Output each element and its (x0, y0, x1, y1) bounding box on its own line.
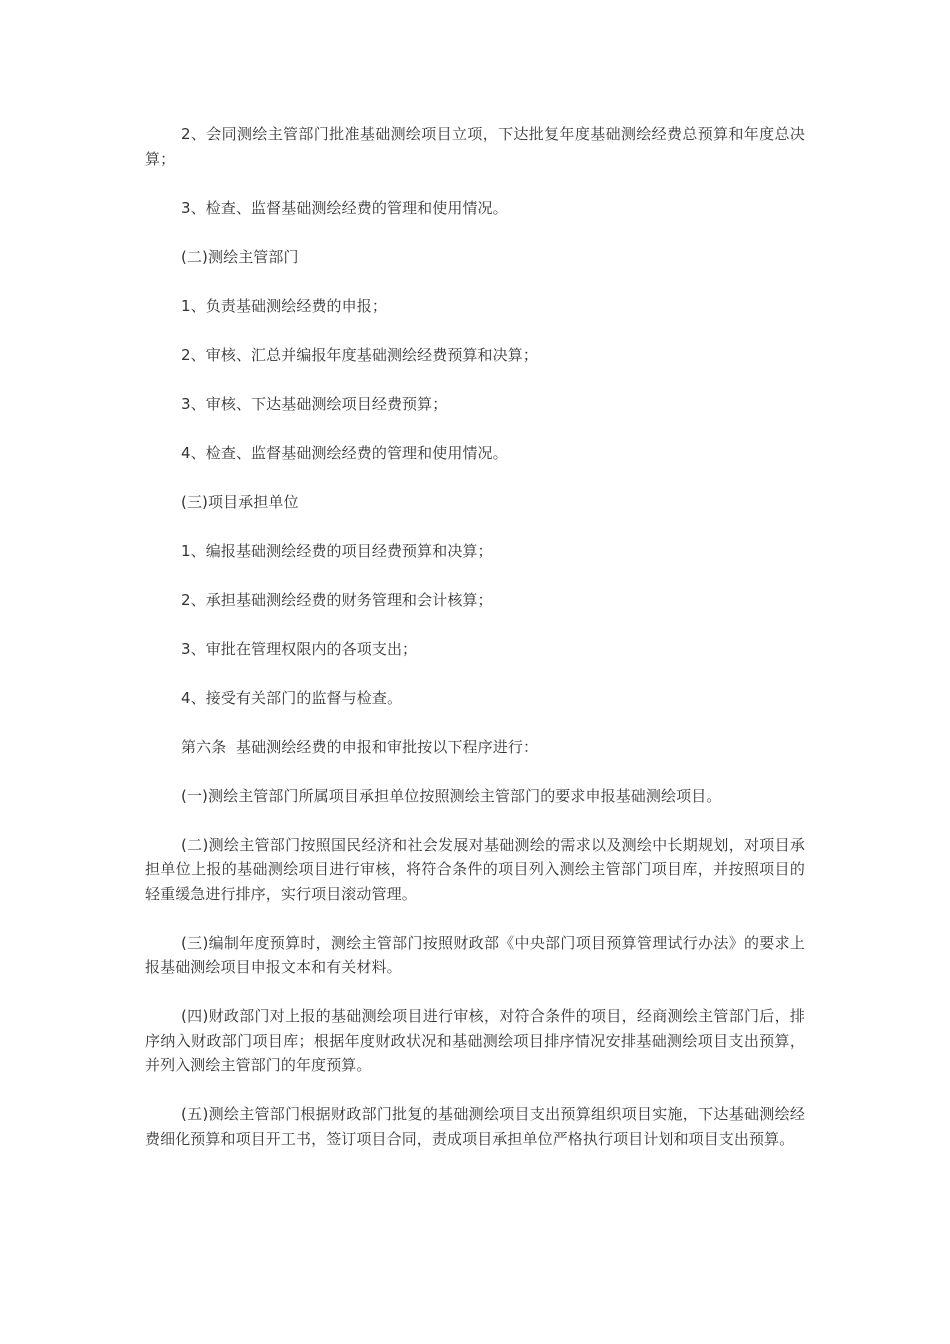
paragraph-10: 2、承担基础测绘经费的财务管理和会计核算； (181, 590, 493, 609)
paragraph-2: 3、检查、监督基础测绘经费的管理和使用情况。 (181, 198, 508, 217)
section-heading-2: (二)测绘主管部门 (181, 247, 299, 266)
paragraph-17: (四)财政部门对上报的基础测绘项目进行审核，对符合条件的项目，经商测绘主管部门后，排序纳入财政部门项目库；根据年度财政状况和基础测绘项目排序情况安排基础测绘项目支出预算，并列入测绘主管部门的年度预算。 (145, 1007, 805, 1074)
paragraph-12: 4、接受有关部门的监督与检查。 (181, 688, 403, 707)
paragraph-1: 2、会同测绘主管部门批准基础测绘项目立项，下达批复年度基础测绘经费总预算和年度总决算； (145, 125, 805, 168)
paragraph-9: 1、编报基础测绘经费的项目经费预算和决算； (181, 541, 493, 560)
paragraph-14: (一)测绘主管部门所属项目承担单位按照测绘主管部门的要求申报基础测绘项目。 (181, 786, 722, 805)
paragraph-5: 2、审核、汇总并编报年度基础测绘经费预算和决算； (181, 345, 538, 364)
section-heading-3: (三)项目承担单位 (181, 492, 299, 511)
paragraph-6: 3、审核、下达基础测绘项目经费预算； (181, 394, 448, 413)
paragraph-7: 4、检查、监督基础测绘经费的管理和使用情况。 (181, 443, 508, 462)
document-body (145, 122, 805, 1176)
paragraph-15: (二)测绘主管部门按照国民经济和社会发展对基础测绘的需求以及测绘中长期规划，对项目承担单位上报的基础测绘项目进行审核，将符合条件的项目列入测绘主管部门项目库，并按照项目的轻重缓急进行排序，实行项目滚动管理。 (145, 835, 805, 903)
paragraph-16: (三)编制年度预算时，测绘主管部门按照财政部《中央部门项目预算管理试行办法》的要求上报基础测绘项目申报文本和有关材料。 (145, 933, 805, 976)
paragraph-18: (五)测绘主管部门根据财政部门批复的基础测绘项目支出预算组织项目实施，下达基础测绘经费细化预算和项目开工书，签订项目合同，责成项目承担单位严格执行项目计划和项目支出预算。 (145, 1105, 805, 1148)
paragraph-11: 3、审批在管理权限内的各项支出； (181, 639, 418, 658)
article-6-heading: 第六条 基础测绘经费的申报和审批按以下程序进行： (181, 737, 539, 756)
paragraph-4: 1、负责基础测绘经费的申报； (181, 296, 387, 315)
